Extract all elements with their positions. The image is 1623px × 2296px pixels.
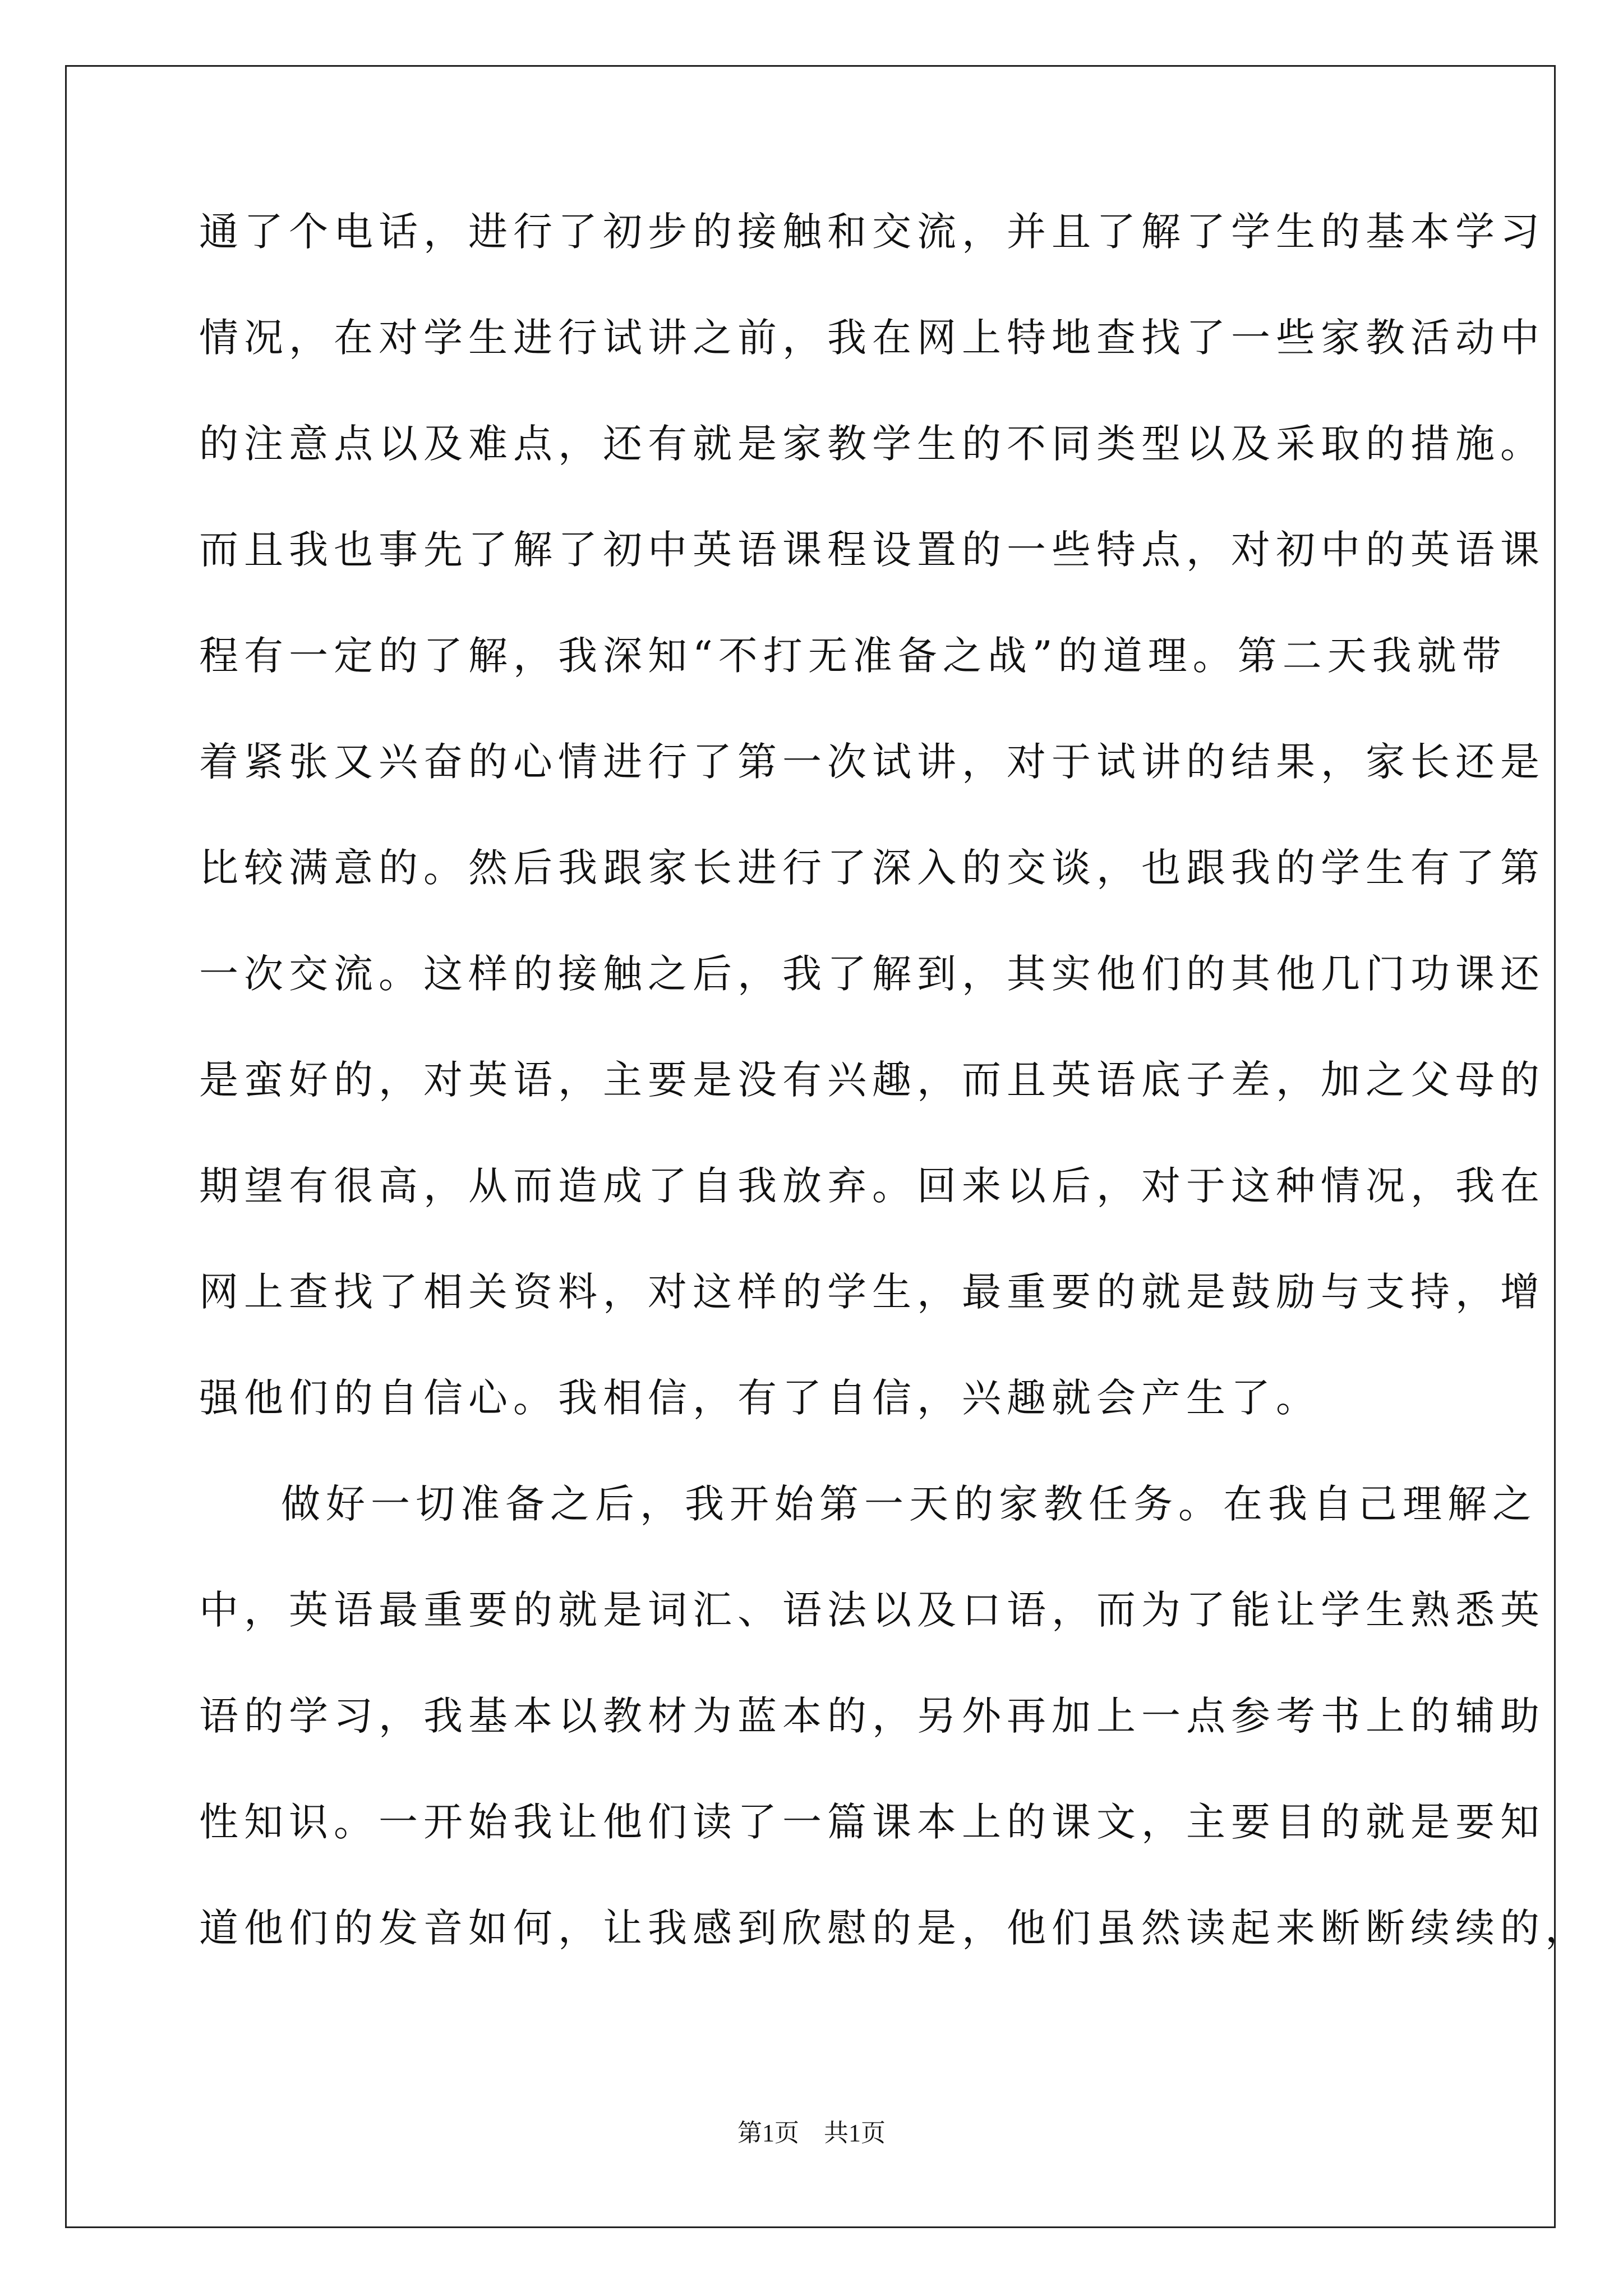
text-line: 是蛮好的，对英语，主要是没有兴趣，而且英语底子差，加之父母的 [199, 1057, 1545, 1103]
text-line: 的注意点以及难点，还有就是家教学生的不同类型以及采取的措施。 [199, 421, 1545, 467]
page-footer [0, 2119, 1623, 2147]
text-line: 一次交流。这样的接触之后，我了解到，其实他们的其他几门功课还 [199, 951, 1545, 997]
text-line: 程有一定的了解，我深知“不打无准备之战”的道理。第二天我就带 [199, 633, 1507, 679]
text-line: 性知识。一开始我让他们读了一篇课本上的课文，主要目的就是要知 [199, 1799, 1545, 1845]
text-line: 道他们的发音如何，让我感到欣慰的是，他们虽然读起来断断续续的， [199, 1905, 1590, 1951]
text-line: 情况，在对学生进行试讲之前，我在网上特地查找了一些家教活动中 [199, 315, 1545, 361]
text-line: 中，英语最重要的就是词汇、语法以及口语，而为了能让学生熟悉英 [199, 1587, 1545, 1633]
text-line: 语的学习，我基本以教材为蓝本的，另外再加上一点参考书上的辅助 [199, 1693, 1545, 1739]
text-line: 比较满意的。然后我跟家长进行了深入的交谈，也跟我的学生有了第 [199, 845, 1545, 891]
text-line: 期望有很高，从而造成了自我放弃。回来以后，对于这种情况，我在 [199, 1163, 1545, 1209]
text-line: 通了个电话，进行了初步的接触和交流，并且了解了学生的基本学习 [199, 209, 1545, 255]
document-body [199, 209, 1590, 2014]
page-total: 共1页 [824, 2119, 886, 2147]
text-line-paragraph-start: 做好一切准备之后，我开始第一天的家教任务。在我自己理解之 [281, 1481, 1537, 1527]
page-number: 第1页 [737, 2119, 799, 2147]
text-line: 网上查找了相关资料，对这样的学生，最重要的就是鼓励与支持，增 [199, 1269, 1545, 1315]
text-line: 而且我也事先了解了初中英语课程设置的一些特点，对初中的英语课 [199, 527, 1545, 573]
text-line: 强他们的自信心。我相信，有了自信，兴趣就会产生了。 [199, 1375, 1321, 1421]
text-line: 着紧张又兴奋的心情进行了第一次试讲，对于试讲的结果，家长还是 [199, 739, 1545, 785]
